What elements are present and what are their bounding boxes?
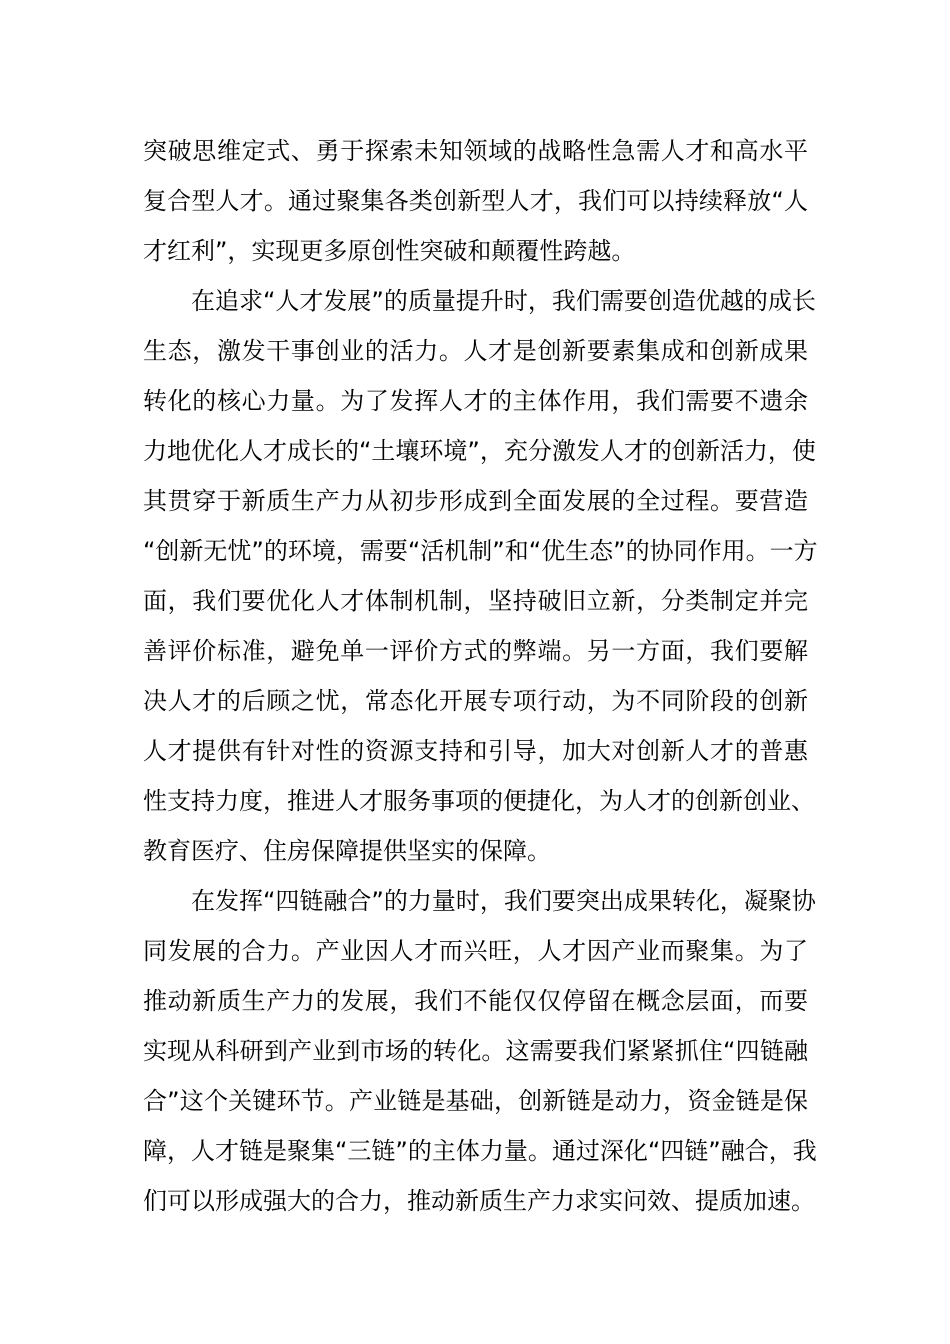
text-line: 性支持力度，推进人才服务事项的便捷化，为人才的创新创业、 [143,787,815,815]
text-line: 面，我们要优化人才体制机制，坚持破旧立新，分类制定并完 [143,587,808,615]
text-line: 人才提供有针对性的资源支持和引导，加大对创新人才的普惠 [143,737,808,765]
text-line: 决人才的后顾之忧，常态化开展专项行动，为不同阶段的创新 [143,687,808,715]
text-line: 才红利”，实现更多原创性突破和颠覆性跨越。 [143,237,636,265]
text-line: 们可以形成强大的合力，推动新质生产力求实问效、提质加速。 [143,1187,815,1215]
text-line: 善评价标准，避免单一评价方式的弊端。另一方面，我们要解 [143,637,808,665]
text-line: 复合型人才。通过聚集各类创新型人才，我们可以持续释放“人 [143,187,808,215]
text-line: 推动新质生产力的发展，我们不能仅仅停留在概念层面，而要 [143,987,808,1015]
text-line: 障，人才链是聚集“三链”的主体力量。通过深化“四链”融合，我 [143,1137,817,1165]
text-line: 转化的核心力量。为了发挥人才的主体作用，我们需要不遗余 [143,387,808,415]
text-line: “创新无忧”的环境，需要“活机制”和“优生态”的协同作用。一方 [143,537,818,565]
text-line: 教育医疗、住房保障提供坚实的保障。 [143,837,551,865]
text-line: 力地优化人才成长的“土壤环境”，充分激发人才的创新活力，使 [143,437,816,465]
document-body [143,126,818,1226]
text-line: 生态，激发干事创业的活力。人才是创新要素集成和创新成果 [143,337,808,365]
text-line: 突破思维定式、勇于探索未知领域的战略性急需人才和高水平 [143,137,808,165]
text-line: 实现从科研到产业到市场的转化。这需要我们紧紧抓住“四链融 [143,1037,808,1065]
text-line: 其贯穿于新质生产力从初步形成到全面发展的全过程。要营造 [143,487,808,515]
text-line: 同发展的合力。产业因人才而兴旺，人才因产业而聚集。为了 [143,937,808,965]
text-line: 合”这个关键环节。产业链是基础，创新链是动力，资金链是保 [143,1087,808,1115]
text-line: 在追求“人才发展”的质量提升时，我们需要创造优越的成长 [191,287,816,315]
text-line: 在发挥“四链融合”的力量时，我们要突出成果转化，凝聚协 [191,887,816,915]
